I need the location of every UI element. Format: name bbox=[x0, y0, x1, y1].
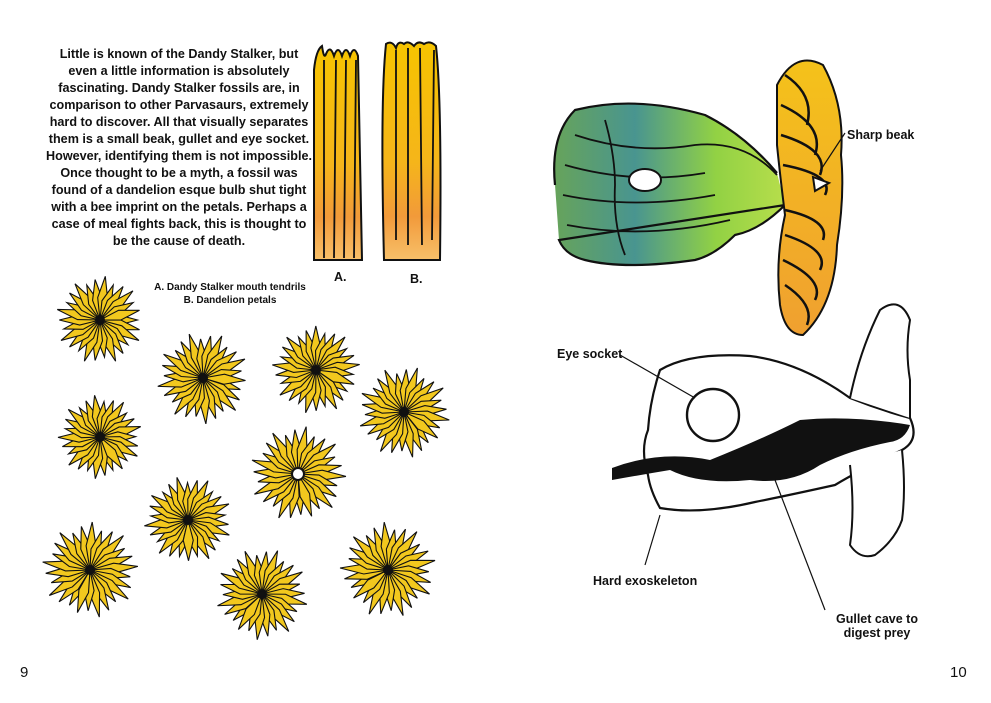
gullet-label-line-1: Gullet cave to bbox=[836, 612, 918, 626]
right-page bbox=[495, 0, 991, 703]
caption-a: A. Dandy Stalker mouth tendrils bbox=[154, 282, 306, 293]
dandelion-flower bbox=[57, 276, 139, 361]
sharp-beak-label: Sharp beak bbox=[847, 128, 915, 142]
gullet-label bbox=[827, 612, 927, 640]
label-a: A. bbox=[334, 270, 347, 284]
label-b: B. bbox=[410, 272, 423, 286]
dandelion-flower bbox=[158, 334, 246, 424]
caption-b: B. Dandelion petals bbox=[183, 295, 277, 306]
page-number-left: 9 bbox=[20, 664, 29, 681]
dandelion-field bbox=[0, 0, 495, 703]
intro-paragraph: Little is known of the Dandy Stalker, but even a little information is absolutely fascinating. Dandy Stalker fossils are, in comparison to other Parvasaurs, extremely hard to discover. All that visually separates them is a small beak, gullet and eye socket. However, identifying them is not impossible. Once thought to be a myth, a fossil was found of a dandelion esque bulb shut tight with a bee imprint on the petals. Perhaps a case of meal fights back, this is thought to be the cause of death. bbox=[46, 47, 312, 248]
dandelion-flower bbox=[144, 477, 229, 560]
dandelion-flower bbox=[252, 427, 346, 518]
dandelion-flower bbox=[218, 551, 307, 640]
dandelion-flower bbox=[272, 326, 359, 413]
dandelion-flower bbox=[340, 522, 435, 615]
eye-socket-label: Eye socket bbox=[557, 347, 623, 361]
dandelion-flower bbox=[43, 522, 138, 617]
dandelion-flower bbox=[58, 395, 141, 478]
gullet-label-line-2: digest prey bbox=[843, 626, 911, 640]
dandy-stalker-fossil-line bbox=[550, 290, 930, 650]
hard-exoskeleton-label: Hard exoskeleton bbox=[593, 574, 698, 588]
page-number-right: 10 bbox=[950, 664, 967, 681]
left-page bbox=[0, 0, 495, 703]
dandelion-flower bbox=[360, 368, 449, 457]
